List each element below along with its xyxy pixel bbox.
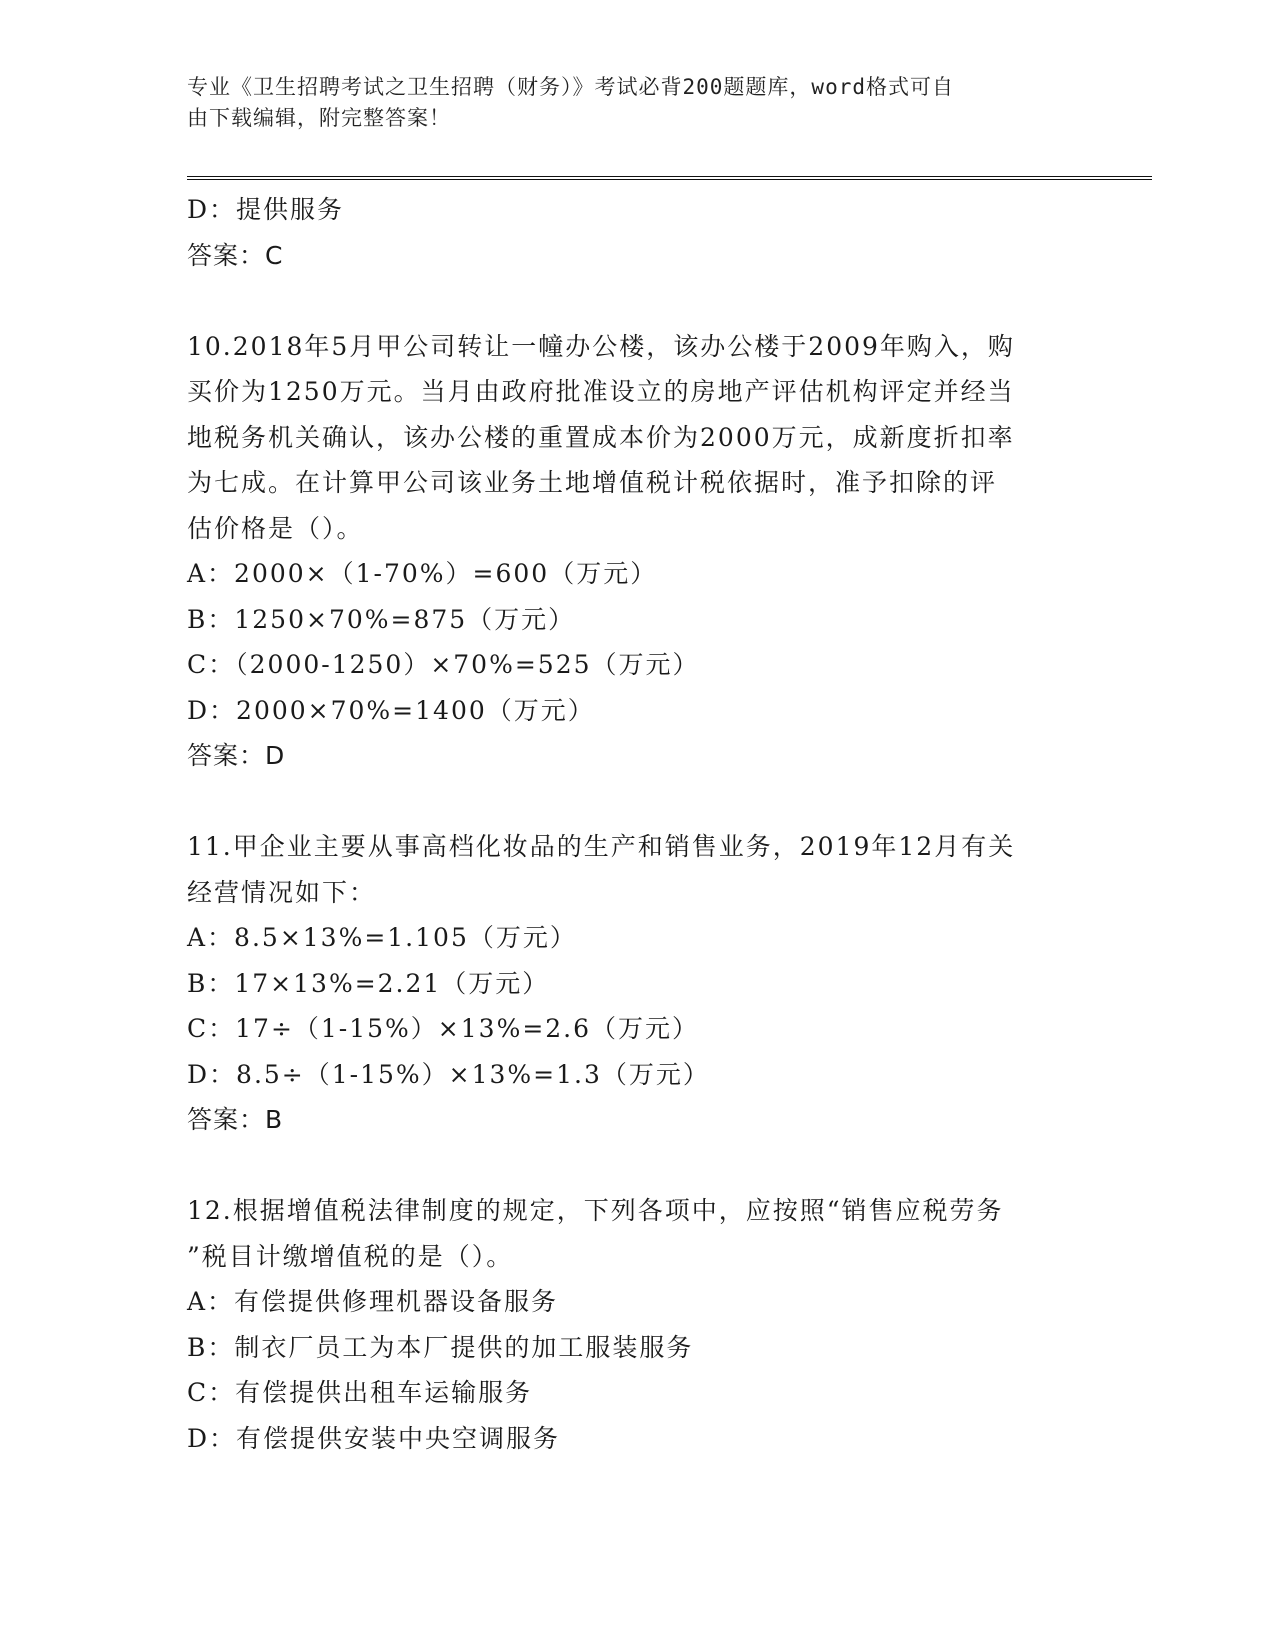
document-body xyxy=(187,187,1067,1461)
option-c: C：有偿提供出租车运输服务 xyxy=(187,1378,533,1407)
spacer xyxy=(187,278,1067,324)
answer-line: 答案：B xyxy=(187,1105,284,1134)
question-text-line: 经营情况如下： xyxy=(187,877,377,907)
question-11 xyxy=(187,824,1067,1143)
option-c: C：（2000-1250）×70%=525（万元） xyxy=(187,650,700,679)
answer-line: 答案：D xyxy=(187,741,286,770)
option-d: D：提供服务 xyxy=(187,195,345,224)
option-b: B：17×13%=2.21（万元） xyxy=(187,968,550,998)
option-c: C：17÷（1-15%）×13%=2.6（万元） xyxy=(187,1014,700,1043)
option-d: D：有偿提供安装中央空调服务 xyxy=(187,1423,561,1453)
option-a: A：8.5×13%=1.105（万元） xyxy=(187,923,577,952)
header-line-1: 专业《卫生招聘考试之卫生招聘（财务）》考试必背200题题库，word格式可自 xyxy=(187,75,954,99)
question-9-tail xyxy=(187,187,1067,278)
question-12 xyxy=(187,1188,1067,1461)
question-text-line: 11.甲企业主要从事高档化妆品的生产和销售业务，2019年12月有关 xyxy=(187,832,1016,861)
question-text-line: 12.根据增值税法律制度的规定，下列各项中，应按照“销售应税劳务 xyxy=(187,1196,1004,1225)
question-text-line: 为七成。在计算甲公司该业务土地增值税计税依据时，准予扣除的评 xyxy=(187,468,998,497)
question-text-line: 估价格是（）。 xyxy=(187,513,364,543)
option-b: B：制衣厂员工为本厂提供的加工服装服务 xyxy=(187,1332,694,1362)
question-10 xyxy=(187,324,1067,779)
question-text-line: 10.2018年5月甲公司转让一幢办公楼，该办公楼于2009年购入，购 xyxy=(187,331,1015,361)
header-divider xyxy=(187,176,1152,180)
option-a: A：有偿提供修理机器设备服务 xyxy=(187,1287,559,1316)
spacer xyxy=(187,779,1067,825)
answer-line: 答案：C xyxy=(187,240,284,270)
option-d: D：2000×70%=1400（万元） xyxy=(187,695,595,725)
spacer xyxy=(187,1143,1067,1189)
question-text-line: 买价为1250万元。当月由政府批准设立的房地产评估机构评定并经当 xyxy=(187,377,1015,406)
header-line-2: 由下载编辑，附完整答案！ xyxy=(187,106,451,130)
option-d: D：8.5÷（1-15%）×13%=1.3（万元） xyxy=(187,1059,710,1089)
option-a: A：2000×（1-70%）=600（万元） xyxy=(187,559,658,588)
document-header xyxy=(187,72,1067,134)
option-b: B：1250×70%=875（万元） xyxy=(187,604,576,634)
question-text-line: 地税务机关确认，该办公楼的重置成本价为2000万元，成新度折扣率 xyxy=(187,422,1015,452)
question-text-line: ”税目计缴增值税的是（）。 xyxy=(187,1241,514,1271)
